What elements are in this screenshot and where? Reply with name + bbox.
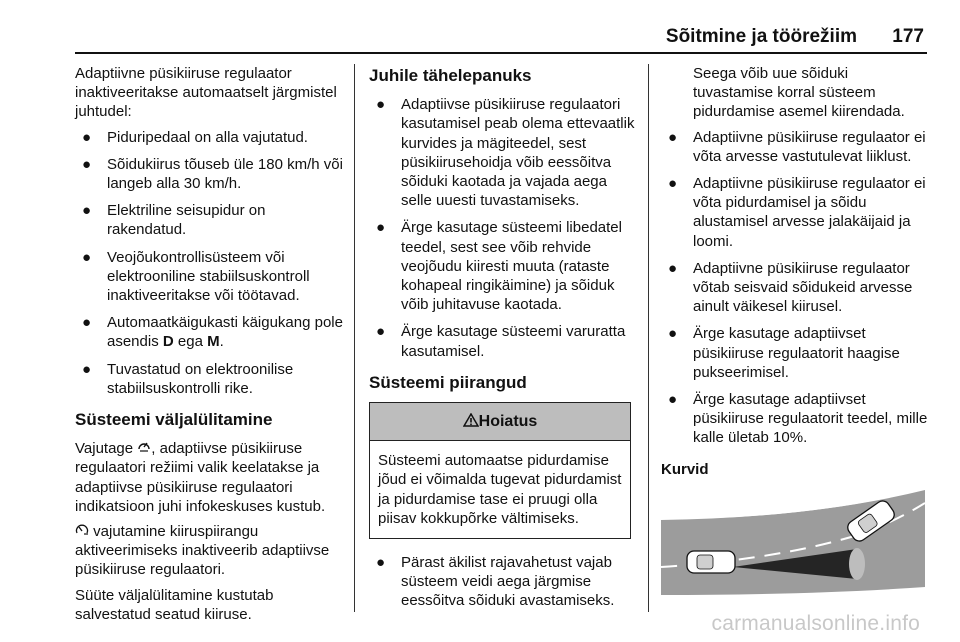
continued-text: Seega võib uue sõiduki tuvastamise korral süsteem pidurdamise asemel kiirendada. bbox=[693, 65, 905, 121]
warning-title: Hoiatus bbox=[478, 413, 538, 431]
speed-limiter-icon bbox=[75, 522, 89, 541]
list-item-text: Pärast äkilist rajavahetust vajab süsteem veidi aega järgmise eessõitva sõiduki avastamiseks. bbox=[401, 554, 615, 610]
list-item: ● Sõidukiirus tõuseb üle 180 km/h või langeb alla 30 km/h. bbox=[82, 155, 343, 193]
list-item: ● Adaptiivne püsikiiruse regulaator ei võta arvesse vastutulevat liiklust. bbox=[668, 128, 926, 165]
gear-position-d: D bbox=[162, 333, 174, 351]
list-item-text: Ärge kasutage süsteemi libedatel teedel, sest see võib rehvide veojõudu kiiresti muuta (rataste kohapeal ringikäimine) ja sõiduk võib juhitavuse kaotada. bbox=[401, 219, 622, 314]
section-heading: Juhile tähelepanuks bbox=[369, 66, 532, 85]
paragraph: Süüte väljalülitamine kustutab salvestatud seatud kiiruse. bbox=[75, 586, 274, 623]
list-item: ● Ärge kasutage süsteemi varuratta kasutamisel. bbox=[376, 323, 626, 360]
list-item-text: Automaatkäigukasti käigukang pole asendis D ega M. bbox=[107, 314, 343, 351]
curve-illustration bbox=[661, 489, 925, 595]
list-item-text: Ärge kasutage süsteemi varuratta kasutamisel. bbox=[401, 323, 626, 360]
list-item-text: Sõidukiirus tõuseb üle 180 km/h või langeb alla 30 km/h. bbox=[107, 155, 343, 193]
warning-box bbox=[369, 402, 631, 539]
list-item: ● Piduripedaal on alla vajutatud. bbox=[82, 128, 308, 146]
list-item-text: Ärge kasutage adaptiivset püsikiiruse regulaatorit teedel, mille kalle ületab 10%. bbox=[693, 391, 928, 447]
column-1 bbox=[75, 64, 343, 630]
list-item-text: Veojõukontrollisüsteem või elektrooniline stabiilsuskontroll inaktiveeritakse või töötavad. bbox=[107, 248, 310, 305]
notice-list bbox=[369, 95, 637, 361]
paragraph: Vajutage , adaptiivse püsikiiruse regulaatori režiimi valik keelatakse ja adaptiivse püsikiiruse regulaatori indikatsioon juhi infokeskuses kustub. bbox=[75, 440, 326, 515]
list-item: ● Veojõukontrollisüsteem või elektrooniline stabiilsuskontroll inaktiveeritakse või töötavad. bbox=[82, 248, 310, 305]
list-item: ● Pärast äkilist rajavahetust vajab süsteem veidi aega järgmise eessõitva sõiduki avastamiseks. bbox=[376, 554, 615, 610]
list-item-text: Piduripedaal on alla vajutatud. bbox=[107, 128, 308, 146]
deactivation-list bbox=[75, 128, 343, 398]
page-header bbox=[75, 22, 927, 50]
column-2 bbox=[369, 64, 637, 619]
list-item: ● Ärge kasutage adaptiivset püsikiiruse regulaatorit teedel, mille kalle ületab 10%. bbox=[668, 391, 928, 447]
warning-text: Süsteemi automaatse pidurdamise jõud ei võimalda tugevat pidurdamist ja pidurdamise tase ei pruugi olla piisav kokkupõrke vältimiseks. bbox=[378, 452, 622, 527]
limitations-list bbox=[369, 553, 637, 611]
list-item-text: Ärge kasutage adaptiivset püsikiiruse regulaatorit haagise pukseerimisel. bbox=[693, 325, 900, 381]
section-heading: Kurvid bbox=[661, 460, 709, 478]
list-item: ● Tuvastatud on elektroonilise stabiilsuskontrolli rike. bbox=[82, 360, 294, 397]
page-number: 177 bbox=[892, 26, 924, 47]
column-divider bbox=[648, 64, 649, 612]
cruise-control-off-icon bbox=[137, 439, 151, 458]
section-title: Sõitmine ja töörežiim bbox=[665, 26, 857, 47]
list-item: ● Ärge kasutage süsteemi libedatel teedel, sest see võib rehvide veojõudu kiiresti muuta (rataste kohapeal ringikäimine) ja sõiduk võib juhitavuse kaotada. bbox=[376, 219, 622, 314]
warning-icon bbox=[463, 413, 479, 430]
list-item: ● Adaptiivne püsikiiruse regulaator võtab seisvaid sõidukeid arvesse ainult väikesel kiirusel. bbox=[668, 259, 913, 316]
column-divider bbox=[354, 64, 355, 612]
list-item-text: Adaptiivne püsikiiruse regulaator ei võta pidurdamisel ja sõidu alustamisel arvesse jalakäijaid ja loomi. bbox=[693, 175, 926, 250]
gear-position-m: M bbox=[207, 333, 220, 351]
list-item: ● Automaatkäigukasti käigukang pole asendis D ega M. bbox=[82, 314, 343, 351]
section-heading: Süsteemi piirangud bbox=[369, 372, 527, 392]
section-heading: Süsteemi väljalülitamine bbox=[75, 410, 273, 430]
header-rule bbox=[75, 52, 927, 54]
list-item: ● Adaptiivse püsikiiruse regulaatori kasutamisel peab olema ettevaatlik kurvides ja mägiteedel, sest püsikiirusehoidja võib eessõitva sõiduki kaotada ja vajada aega selle uuesti tuvastamiseks. bbox=[376, 96, 635, 210]
intro-paragraph: Adaptiivne püsikiiruse regulaator inaktiveeritakse automaatselt järgmistel juhtudel: bbox=[75, 65, 337, 121]
list-item-text: Adaptiivne püsikiiruse regulaator ei võta arvesse vastutulevat liiklust. bbox=[693, 128, 926, 165]
limitations-list-continued bbox=[661, 128, 931, 448]
paragraph: vajutamine kiiruspiirangu aktiveerimiseks inaktiveerib adaptiivse püsikiiruse regulaatori. bbox=[75, 523, 330, 579]
list-item: ● Adaptiivne püsikiiruse regulaator ei võta pidurdamisel ja sõidu alustamisel arvesse jalakäijaid ja loomi. bbox=[668, 175, 926, 250]
list-item-text: Tuvastatud on elektroonilise stabiilsuskontrolli rike. bbox=[107, 360, 294, 397]
watermark: carmanualsonline.info bbox=[711, 612, 920, 635]
list-item: ● Elektriline seisupidur on rakendatud. bbox=[82, 202, 266, 239]
list-item-text: Adaptiivne püsikiiruse regulaator võtab seisvaid sõidukeid arvesse ainult väikesel kiirusel. bbox=[693, 259, 913, 316]
list-item-text: Elektriline seisupidur on rakendatud. bbox=[107, 202, 266, 239]
list-item-text: Adaptiivse püsikiiruse regulaatori kasutamisel peab olema ettevaatlik kurvides ja mägiteedel, sest püsikiirusehoidja võib eessõitva sõiduki kaotada ja vajada aega selle uuesti tuvastamiseks. bbox=[401, 96, 635, 210]
list-item: ● Ärge kasutage adaptiivset püsikiiruse regulaatorit haagise pukseerimisel. bbox=[668, 325, 900, 381]
warning-header bbox=[370, 403, 630, 441]
column-3 bbox=[661, 64, 931, 595]
